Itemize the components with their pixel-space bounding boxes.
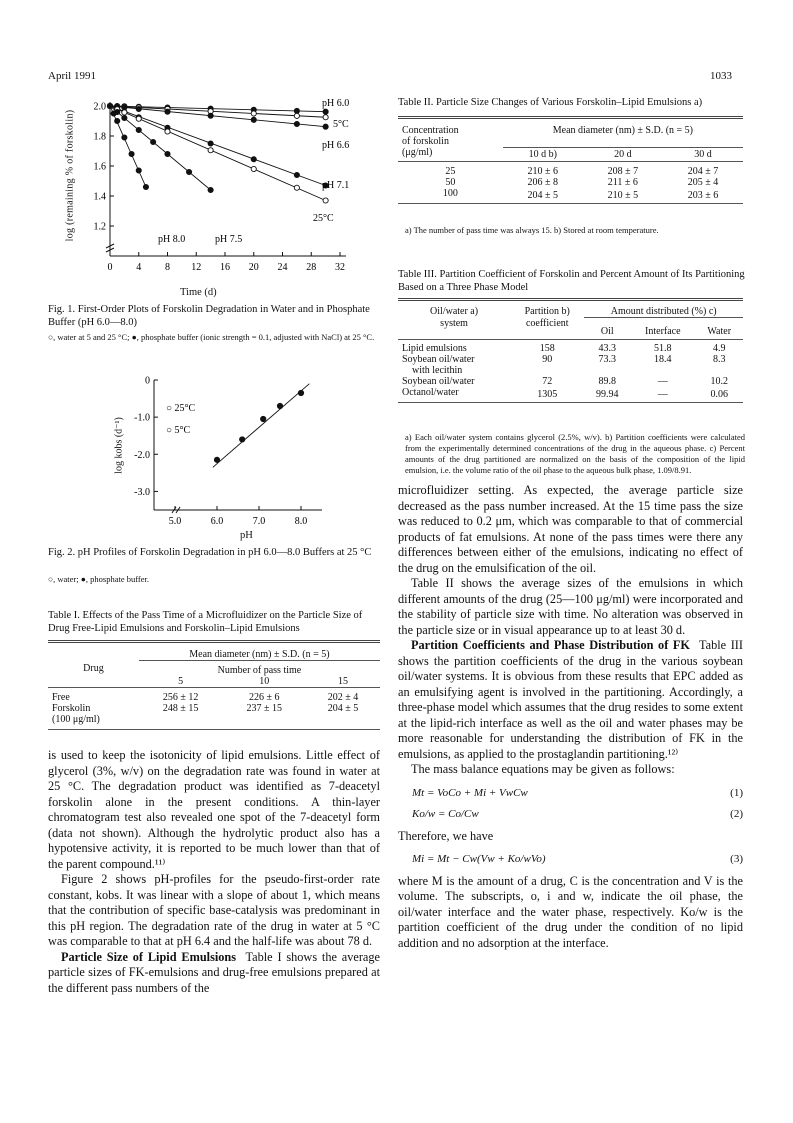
- fig2-data-point: [261, 416, 266, 421]
- fig1-data-point: [323, 198, 328, 203]
- fig1-ylabel-wrap: [60, 90, 76, 270]
- table-cell: 206 ± 8: [527, 176, 559, 188]
- table2-col: 10 d b): [528, 148, 557, 160]
- fig1-series-line: [110, 106, 326, 201]
- table1-title: Table I. Effects of the Pass Time of a Microfluidizer on the Particle Size of Drug Free-Lipid Emulsions and Forskolin–Lipid Emulsions: [48, 610, 363, 634]
- fig1-data-point: [251, 157, 256, 162]
- table-row: [398, 188, 743, 204]
- paragraph: The mass balance equations may be given as follows:: [411, 762, 675, 776]
- table-cell: 204 ± 5: [327, 702, 359, 714]
- table-cell: 0.06: [710, 389, 728, 400]
- fig2-ylabel-wrap: [110, 380, 124, 530]
- fig1-caption: Fig. 1. First-Order Plots of Forskolin Degradation in Water and in Phosphate Buffer (pH 6.0—8.0): [48, 304, 370, 328]
- table2-mean-header: Mean diameter (nm) ± S.D. (n = 5): [552, 125, 693, 136]
- fig1-data-point: [111, 111, 116, 116]
- fig1-data-point: [136, 127, 141, 132]
- fig1-data-point: [294, 172, 299, 177]
- table-cell: 158: [539, 343, 555, 354]
- table3-col: Oil: [600, 325, 614, 337]
- table3-partition-header2: coefficient: [525, 317, 569, 329]
- table1-col: 15: [338, 676, 348, 687]
- table-cell: 99.94: [596, 389, 619, 400]
- fig1-x-tick-label: 24: [277, 262, 288, 273]
- equation-1: [398, 786, 743, 802]
- fig1-y-tick-label: 1.6: [93, 161, 106, 173]
- fig1-x-tick-label: 4: [136, 262, 142, 273]
- table-cell: 208 ± 7: [607, 165, 639, 177]
- table3-col: Interface: [645, 325, 681, 337]
- fig2-caption: Fig. 2. pH Profiles of Forskolin Degradation in pH 6.0—8.0 Buffers at 25 °C: [48, 547, 372, 558]
- fig1-data-point: [294, 185, 299, 190]
- fig1-data-point: [129, 151, 134, 156]
- table1-mean-header: Mean diameter (nm) ± S.D. (n = 5): [139, 649, 380, 661]
- fig1-label-ph66: pH 6.6: [322, 140, 350, 151]
- table1-col: 5: [178, 676, 184, 687]
- table-cell: 205 ± 4: [687, 176, 719, 188]
- fig1-data-point: [208, 148, 213, 153]
- table-cell: 50: [445, 176, 456, 188]
- fig2-x-tick-label: 5.0: [168, 516, 182, 527]
- fig1-chart: [60, 92, 370, 292]
- fig1-data-point: [294, 121, 299, 126]
- table-cell: 10.2: [710, 376, 728, 387]
- table-cell: 210 ± 6: [527, 165, 559, 177]
- fig2-x-tick-label: 7.0: [252, 516, 266, 527]
- fig1-y-tick-label: 1.8: [93, 131, 106, 143]
- fig1-ylabel: log (remaining % of forskolin): [64, 109, 76, 242]
- equation-number: (2): [730, 808, 743, 820]
- table-row: [48, 703, 380, 714]
- fig1-data-point: [294, 113, 299, 118]
- fig1-data-point: [151, 139, 156, 144]
- left-column-text: [48, 748, 380, 996]
- fig2-y-tick-label: -2.0: [134, 449, 150, 461]
- fig1-series-line: [110, 106, 326, 186]
- table-cell: 202 ± 4: [327, 691, 359, 703]
- fig1-data-point: [122, 115, 127, 120]
- paragraph: [398, 638, 743, 762]
- fig2-y-tick-label: -3.0: [134, 486, 150, 498]
- paragraph: Table II shows the average sizes of the emulsions in which different amounts of the drug (25—100 μg/ml) were incorporated and the stability of particle size with time. No alteration was observed in the particle size or in visual appearance up to at least 30 d.: [398, 576, 743, 637]
- fig1-data-point: [136, 116, 141, 121]
- fig1-data-point: [122, 110, 127, 115]
- fig2-data-point: [277, 403, 282, 408]
- table-row: [398, 343, 743, 354]
- table-cell: 73.3: [598, 354, 616, 365]
- table-row: [398, 354, 743, 365]
- fig1-label-5c: 5°C: [333, 119, 349, 130]
- table-cell: —: [657, 389, 668, 400]
- table-cell: (100 μg/ml): [52, 713, 100, 725]
- table2: [398, 116, 743, 204]
- table3: [398, 298, 743, 403]
- table-cell: 25: [445, 165, 456, 177]
- equation: Mi = Mt − Cw(Vw + Ko/wVo): [412, 853, 546, 865]
- paragraph-text: Table III shows the partition coefficients of the drug in the various soybean oil/water systems. It is obvious from these results that EPC added as an emulsifying agent is involved in the partitioning. Accordingly, a three-phase model which assumes that the drug resides to some extent at the lipid-rich interface as well as the oil and water phases may be more reasonable for understanding the distribution of FK in the emulsions, as applied to the prostaglandin partitioning.¹²⁾: [398, 638, 743, 761]
- fig2-y-tick-label: 0: [145, 375, 150, 387]
- table-cell: Soybean oil/water: [402, 376, 475, 387]
- fig1-data-point: [186, 169, 191, 174]
- fig1-x-tick-label: 8: [165, 262, 170, 273]
- fig1-label-25c: 25°C: [313, 213, 334, 224]
- table-row: [48, 692, 380, 703]
- paragraph-text: Table I shows the average particle sizes of FK-emulsions and drug-free emulsions prepared at the different pass numbers of the: [48, 949, 380, 995]
- fig1-x-tick-label: 32: [335, 262, 345, 273]
- paragraph: microfluidizer setting. As expected, the average particle size decreased as the pass number increased. At the 15 time pass the size was reduced to 0.2 μm, which was comparable to that of commercial products of fat emulsions. At none of the pass times were there any differences between either of the emulsions, indicating no effect of the drug on the emulsification of the oil.: [398, 483, 743, 575]
- table-row: [398, 177, 743, 188]
- table3-system-header: Oil/water a): [430, 306, 479, 318]
- section-heading: Particle Size of Lipid Emulsions: [61, 949, 237, 964]
- equation-3: [398, 852, 743, 868]
- fig1-label-ph75: pH 7.5: [215, 234, 243, 245]
- table-cell: 204 ± 5: [527, 189, 559, 201]
- equation: Mt = VoCo + Mi + VwCw: [412, 786, 528, 799]
- table-cell: 248 ± 15: [162, 702, 199, 714]
- table-cell: 43.3: [598, 343, 616, 354]
- table3-title: Table III. Partition Coefficient of Forskolin and Percent Amount of Its Partitioning Based on a Three Phase Model: [398, 269, 745, 293]
- equation-number: (1): [730, 786, 743, 799]
- fig1-data-point: [165, 129, 170, 134]
- fig1-data-point: [208, 113, 213, 118]
- fig1-legend: ○, water at 5 and 25 °C; ●, phosphate buffer (ionic strength = 0.1, adjusted with NaCl) at 25 °C.: [48, 332, 375, 342]
- table3-system-header2: system: [440, 317, 468, 329]
- table-cell: 256 ± 12: [162, 691, 199, 703]
- table2-conc-header: Concentration: [402, 125, 459, 136]
- table-cell: Forskolin: [52, 702, 91, 714]
- fig1-data-point: [122, 135, 127, 140]
- table-cell: 18.4: [654, 354, 672, 365]
- table-cell: 90: [542, 354, 553, 365]
- table3-col: Water: [707, 325, 732, 337]
- fig1-y-tick-label: 1.4: [93, 191, 106, 203]
- fig2-data-point: [240, 437, 245, 442]
- fig2-x-tick-label: 6.0: [210, 516, 224, 527]
- fig2-y-tick-label: -1.0: [134, 412, 150, 424]
- table-cell: 211 ± 6: [607, 176, 638, 188]
- table-cell: 4.9: [712, 343, 726, 354]
- right-column-text: [398, 483, 743, 951]
- table-cell: Lipid emulsions: [402, 343, 467, 354]
- table-row: [398, 387, 743, 403]
- fig1-label-ph60: pH 6.0: [322, 98, 350, 109]
- table-row: [48, 714, 380, 730]
- fig1-x-tick-label: 20: [248, 262, 259, 273]
- table-cell: with lecithin: [412, 365, 463, 376]
- fig1-label-ph80: pH 8.0: [158, 234, 186, 245]
- equation-2: [398, 807, 743, 823]
- fig1-data-point: [143, 184, 148, 189]
- equation-number: (3): [730, 853, 743, 865]
- table1-drug-header: Drug: [83, 662, 104, 674]
- table2-col: 20 d: [614, 148, 632, 160]
- fig1-data-point: [165, 151, 170, 156]
- table-cell: —: [657, 376, 668, 387]
- table2-title: Table II. Particle Size Changes of Various Forskolin–Lipid Emulsions a): [398, 97, 703, 108]
- table-cell: Octanol/water: [402, 387, 459, 398]
- fig1-data-point: [251, 117, 256, 122]
- paragraph: where M is the amount of a drug, C is the concentration and V is the volume. The subscripts, o, i and w, indicate the oil phase, the oil/water interface and the water phase, respectively. Ko/w is the partition coefficient of the drug under the condition of no lipid addition and no adsorption at the interface.: [398, 873, 743, 950]
- table3-amount-header: Amount distributed (%) c): [584, 306, 743, 318]
- fig1-data-point: [136, 168, 141, 173]
- table-cell: 1305: [537, 389, 558, 400]
- table-cell: Soybean oil/water: [402, 354, 475, 365]
- equation: Ko/w = Co/Cw: [412, 808, 479, 820]
- fig1-data-point: [208, 187, 213, 192]
- table1-col: 10: [259, 676, 270, 687]
- table-cell: 210 ± 5: [607, 189, 639, 201]
- table-cell: 237 ± 15: [246, 702, 282, 714]
- fig2-fit-line: [213, 384, 310, 468]
- table-cell: 51.8: [654, 343, 672, 354]
- fig1-data-point: [323, 124, 328, 129]
- fig2-x-tick-label: 8.0: [294, 516, 308, 527]
- page-number: 1033: [710, 70, 732, 82]
- table-row: [398, 166, 743, 177]
- fig1-y-tick-label: 2.0: [93, 101, 106, 113]
- fig1-label-ph71: pH 7.1: [322, 180, 350, 191]
- running-header-date: April 1991: [48, 70, 96, 82]
- fig1-x-tick-label: 28: [306, 262, 317, 273]
- fig2-ylabel: log kobs (d⁻¹): [113, 417, 125, 474]
- fig1-y-tick-label: 1.2: [93, 221, 106, 233]
- fig2-legend: ○, water; ●, phosphate buffer.: [48, 574, 149, 584]
- fig2-label-5c: ○ 5°C: [166, 425, 191, 436]
- fig1-data-point: [208, 141, 213, 146]
- table1-pass-header: Number of pass time: [217, 665, 302, 676]
- fig1-data-point: [251, 111, 256, 116]
- table-cell: 204 ± 7: [687, 165, 719, 177]
- fig1-xlabel: Time (d): [180, 287, 217, 298]
- table-cell: 100: [442, 187, 458, 199]
- fig2-data-point: [214, 457, 219, 462]
- table-cell: 8.3: [712, 354, 726, 365]
- fig1-data-point: [294, 108, 299, 113]
- table-cell: 89.8: [598, 376, 616, 387]
- paragraph: is used to keep the isotonicity of lipid emulsions. Little effect of glycerol (3%, w/v) on the degradation rate was found in water at 25 °C. The degradation product was identified as 7-deacetyl forskolin alone in the present conditions. A thin-layer chromatogram test also revealed one spot of the 7-deacetyl form (data not shown). Although the hydrolytic product also has a hypotensive activity, it is reported to be much lower than that of the parent compound.¹¹⁾: [48, 748, 380, 871]
- fig1-data-point: [323, 115, 328, 120]
- section-heading: Partition Coefficients and Phase Distribution of FK: [411, 638, 690, 652]
- fig1-data-point: [323, 109, 328, 114]
- fig1-data-point: [136, 106, 141, 111]
- fig2-label-25c: ○ 25°C: [166, 403, 196, 414]
- table-cell: 203 ± 6: [687, 189, 719, 201]
- table-cell: 72: [542, 376, 553, 387]
- paragraph: [48, 950, 380, 997]
- fig1-x-tick-label: 16: [220, 262, 230, 273]
- table2-note: a) The number of pass time was always 15. b) Stored at room temperature.: [405, 225, 659, 235]
- table-cell: 226 ± 6: [248, 691, 280, 703]
- fig1-data-point: [107, 103, 112, 108]
- table2-conc-header2: of forskolin: [402, 136, 449, 147]
- fig2-data-point: [298, 390, 303, 395]
- fig2-chart: [110, 370, 340, 530]
- fig1-x-tick-label: 0: [107, 262, 113, 273]
- fig1-series-line: [110, 106, 326, 117]
- fig1-data-point: [165, 109, 170, 114]
- table2-col: 30 d: [694, 148, 712, 160]
- fig1-data-point: [251, 166, 256, 171]
- table3-partition-header: Partition b): [524, 306, 570, 318]
- table-row: [398, 365, 743, 376]
- table-cell: Free: [52, 691, 70, 703]
- table3-note: a) Each oil/water system contains glycerol (2.5%, w/v). b) Partition coefficients were calculated from the experimentally determined concentrations of the drug in the aqueous phase. c) Percent amounts of the drug partitioned are normalized on the basis of the composition of the lipid emulsion, i.e. the volume ratio of the oil phase to the aqueous bulk phase, 1.09/8.91.: [405, 432, 745, 475]
- paragraph: Therefore, we have: [398, 828, 494, 843]
- paragraph: Figure 2 shows pH-profiles for the pseudo-first-order rate constant, kobs. It was linear with a slope of about 1, which means that the contribution of specific base-catalysis was predominant in this pH region. The degradation rate of the drug in water at 5 °C was comparable to that at pH 6.4 and the half-life was about 78 d.: [48, 872, 380, 948]
- table1: [48, 640, 380, 730]
- table2-conc-header3: (μg/ml): [402, 147, 433, 158]
- fig2-xlabel: pH: [240, 530, 253, 541]
- fig1-x-tick-label: 12: [191, 262, 202, 273]
- fig1-data-point: [115, 118, 120, 123]
- table-row: [398, 376, 743, 387]
